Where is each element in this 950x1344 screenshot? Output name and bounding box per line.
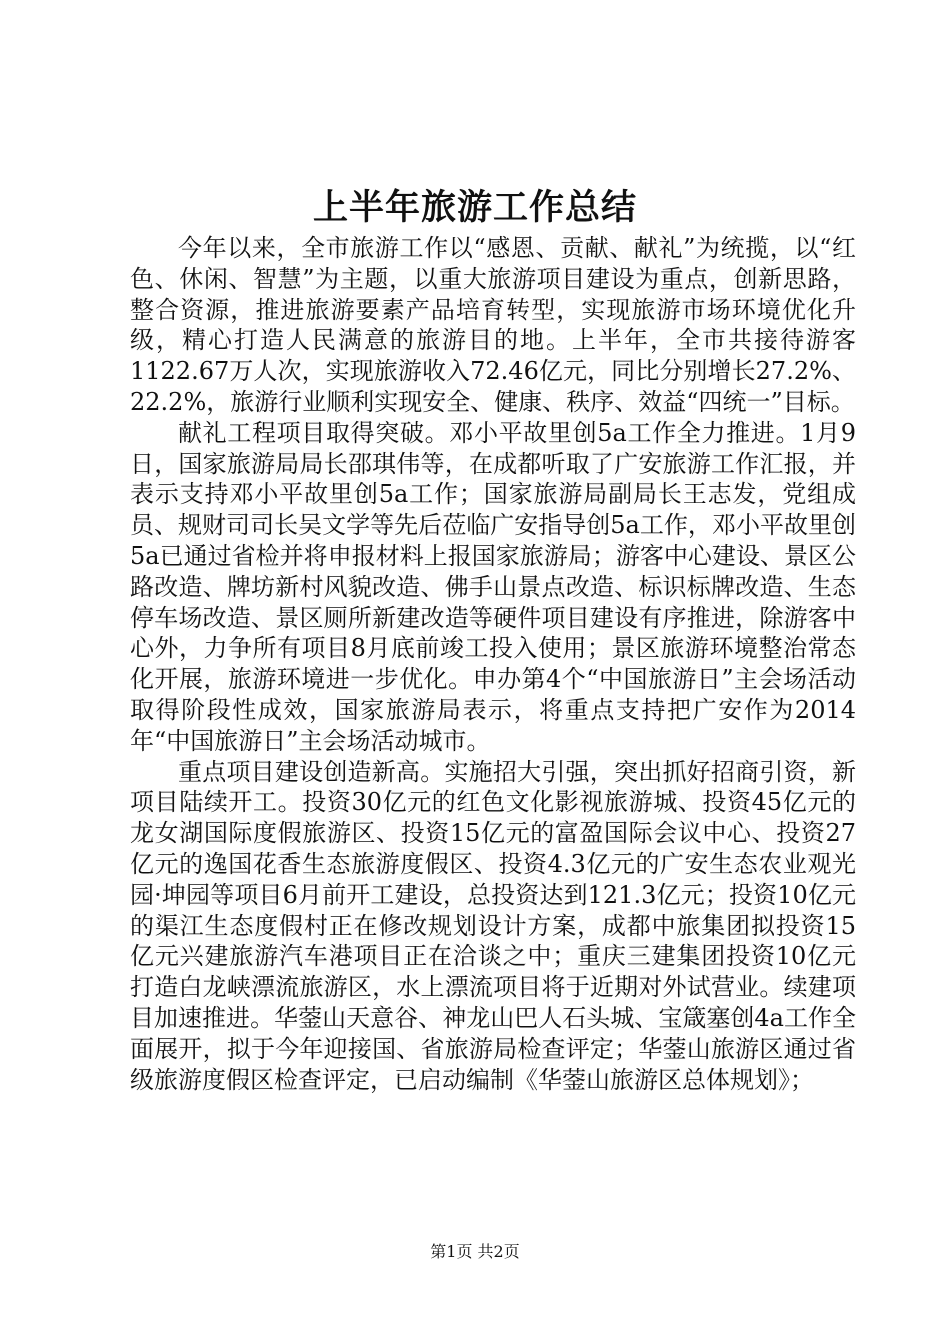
document-title: 上半年旅游工作总结 xyxy=(312,187,637,228)
document-body xyxy=(130,233,856,1095)
paragraph-tribute-projects: 献礼工程项目取得突破。邓小平故里创5a工作全力推进。1月9日，国家旅游局局长邵琪伟等，在成都听取了广安旅游工作汇报，并表示支持邓小平故里创5a工作；国家旅游局副局长王志发，党组成员、规财司司长吴文学等先后莅临广安指导创5a工作，邓小平故里创5a已通过省检并将申报材料上报国家旅游局；游客中心建设、景区公路改造、牌坊新村风貌改造、佛手山景点改造、标识标牌改造、生态停车场改造、景区厕所新建改造等硬件项目建设有序推进，除游客中心外，力争所有项目8月底前竣工投入使用；景区旅游环境整治常态化开展，旅游环境进一步优化。申办第4个“中国旅游日”主会场活动取得阶段性成效，国家旅游局表示，将重点支持把广安作为2014年“中国旅游日”主会场活动城市。 xyxy=(130,418,856,755)
paragraph-overview: 今年以来，全市旅游工作以“感恩、贡献、献礼”为统揽，以“红色、休闲、智慧”为主题，以重大旅游项目建设为重点，创新思路，整合资源，推进旅游要素产品培育转型，实现旅游市场环境优化升级，精心打造人民满意的旅游目的地。上半年，全市共接待游客1122.67万人次，实现旅游收入72.46亿元，同比分别增长27.2%、22.2%，旅游行业顺利实现安全、健康、秩序、效益“四统一”目标。 xyxy=(130,234,856,416)
page-number-footer: 第1页 共2页 xyxy=(430,1242,520,1261)
paragraph-key-projects: 重点项目建设创造新高。实施招大引强，突出抓好招商引资，新项目陆续开工。投资30亿元的红色文化影视旅游城、投资45亿元的龙女湖国际度假旅游区、投资15亿元的富盈国际会议中心、投资27亿元的逸国花香生态旅游度假区、投资4.3亿元的广安生态农业观光园·坤园等项目6月前开工建设，总投资达到121.3亿元；投资10亿元的渠江生态度假村正在修改规划设计方案，成都中旅集团拟投资15亿元兴建旅游汽车港项目正在洽谈之中；重庆三建集团投资10亿元打造白龙峡漂流旅游区，水上漂流项目将于近期对外试营业。续建项目加速推进。华蓥山天意谷、神龙山巴人石头城、宝箴塞创4a工作全面展开，拟于今年迎接国、省旅游局检查评定；华蓥山旅游区通过省级旅游度假区检查评定，已启动编制《华蓥山旅游区总体规划》； xyxy=(130,757,856,1094)
